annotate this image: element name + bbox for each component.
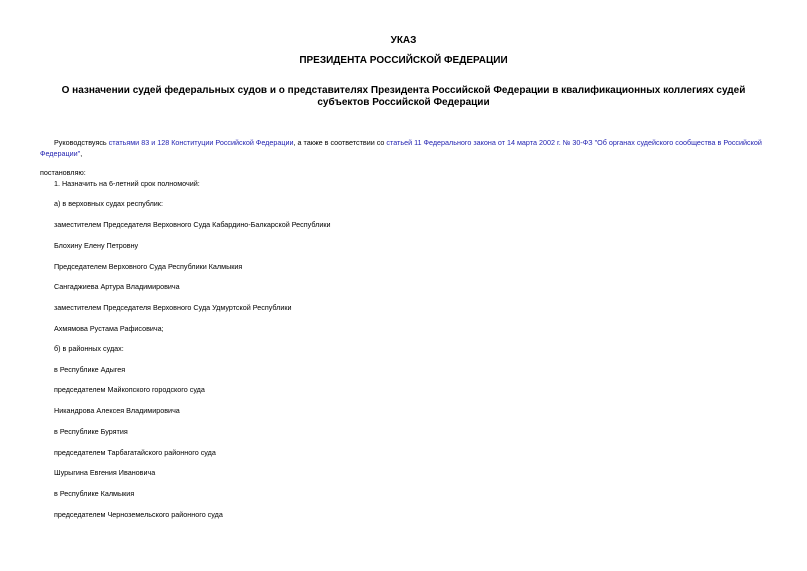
decree-word: постановляю: bbox=[40, 168, 86, 177]
document-title: УКАЗ bbox=[390, 35, 417, 46]
list-item: Ахмямова Рустама Рафисовича; bbox=[54, 324, 164, 333]
preamble-text: , а также в соответствии со bbox=[293, 138, 387, 147]
list-item: 1. Назначить на 6-летний срок полномочий: bbox=[54, 179, 200, 188]
list-item: а) в верховных судах республик: bbox=[54, 199, 163, 208]
list-item: Блохину Елену Петровну bbox=[54, 241, 139, 250]
list-item: председателем Майкопского городского суда bbox=[54, 385, 205, 394]
list-item: Председателем Верховного Суда Республики Калмыкия bbox=[54, 262, 243, 271]
list-item: в Республике Адыгея bbox=[54, 365, 126, 374]
list-item: председателем Черноземельского районного суда bbox=[54, 510, 223, 519]
list-item: председателем Тарбагатайского районного суда bbox=[54, 448, 216, 457]
list-item: заместителем Председателя Верховного Суда Кабардино-Балкарской Республики bbox=[54, 220, 331, 229]
list-item: б) в районных судах: bbox=[54, 344, 124, 353]
list-item: заместителем Председателя Верховного Суда Удмуртской Республики bbox=[54, 303, 292, 312]
document-issuer: ПРЕЗИДЕНТА РОССИЙСКОЙ ФЕДЕРАЦИИ bbox=[299, 55, 508, 66]
list-item: в Республике Бурятия bbox=[54, 427, 128, 436]
list-item: Никандрова Алексея Владимировича bbox=[54, 406, 180, 415]
list-item: Сангаджиева Артура Владимировича bbox=[54, 282, 180, 291]
preamble-text: , bbox=[80, 149, 83, 158]
preamble-text: Руководствуясь bbox=[54, 138, 109, 147]
list-item: в Республике Калмыкия bbox=[54, 489, 135, 498]
preamble-paragraph bbox=[40, 137, 770, 159]
federal-law-link[interactable]: статьей 11 Федерального закона от 14 марта 2002 г. № 30-ФЗ "Об органах судейского сообщества в Российской Федерации" bbox=[40, 138, 762, 158]
document-subject: О назначении судей федеральных судов и о представителях Президента Российской Федерации в квалификационных коллегиях судей субъектов Российской Федерации bbox=[61, 85, 746, 108]
list-item: Шурыгина Евгения Ивановича bbox=[54, 468, 156, 477]
constitution-articles-link[interactable]: статьями 83 и 128 Конституции Российской Федерации bbox=[108, 138, 294, 147]
